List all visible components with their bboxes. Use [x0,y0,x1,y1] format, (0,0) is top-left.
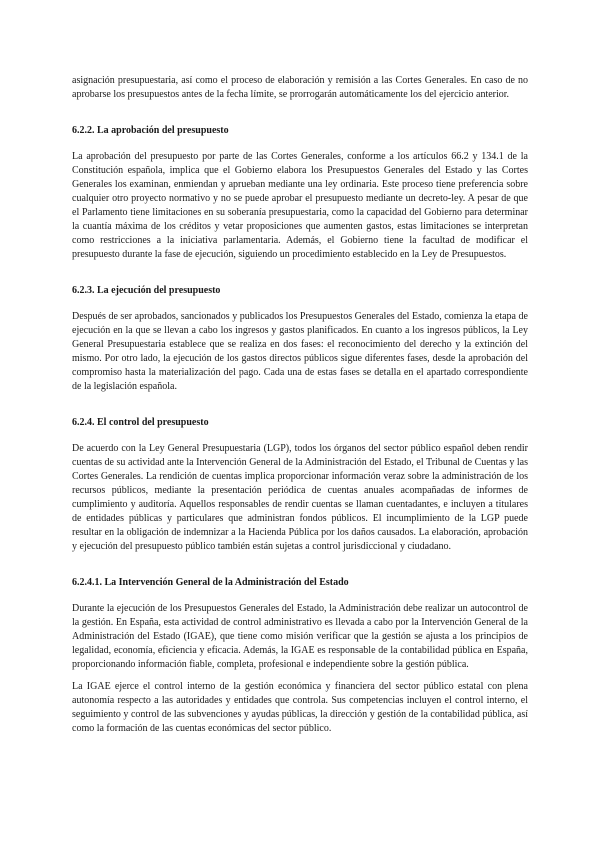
section-heading-igae: 6.2.4.1. La Intervención General de la Administración del Estado [72,577,349,588]
section-paragraph-control: De acuerdo con la Ley General Presupuestaria (LGP), todos los órganos del sector público español deben rendir cuentas de su actividad ante la Intervención General de la Administración del Estado, el Tribunal de Cuentas y las Cortes Generales. La rendición de cuentas implica proporcionar información veraz sobre la administración de los recursos públicos, mediante la presentación periódica de cuentas anuales acompañadas de informes de cumplimiento y auditoría. Aquellos responsables de rendir cuentas se llaman cuentadantes, e incluyen a titulares de entidades públicas y particulares que administran fondos públicos. El incumplimiento de la LGP puede resultar en la obligación de indemnizar a la Hacienda Pública por los daños causados. La elaboración, aprobación y ejecución del presupuesto público también están sujetas a control jurisdiccional y ciudadano. [72,443,528,552]
section-paragraph-igae-2: La IGAE ejerce el control interno de la gestión económica y financiera del sector público estatal con plena autonomía respecto a las autoridades y entidades que controla. Sus competencias incluyen el control interno, el seguimiento y control de las subvenciones y ayudas públicas, la dirección y gestión de la contabilidad pública, así como la formación de las cuentas económicas del sector público. [72,681,528,734]
section-paragraph-execution: Después de ser aprobados, sancionados y publicados los Presupuestos Generales del Estado, comienza la etapa de ejecución en la que se llevan a cabo los ingresos y gastos planificados. En cuanto a los ingresos públicos, la Ley General Presupuestaria establece que se realiza en dos fases: el reconocimiento del derecho y la extinción del mismo. Por otro lado, la ejecución de los gastos directos públicos sigue diferentes fases, desde la aprobación del compromiso hasta la materialización del pago. Cada una de estas fases se detalla en el apartado correspondiente de la legislación española. [72,311,528,392]
intro-paragraph: asignación presupuestaria, así como el proceso de elaboración y remisión a las Cortes Generales. En caso de no aprobarse los presupuestos antes de la fecha límite, se prorrogarán automáticamente los del ejercicio anterior. [72,75,528,100]
section-heading-execution: 6.2.3. La ejecución del presupuesto [72,285,221,296]
section-heading-approval: 6.2.2. La aprobación del presupuesto [72,125,229,136]
section-paragraph-igae-1: Durante la ejecución de los Presupuestos Generales del Estado, la Administración debe realizar un autocontrol de la gestión. En España, esta actividad de control administrativo es llevada a cabo por la Intervención General de la Administración del Estado (IGAE), que tiene como misión verificar que la gestión se ajusta a los principios de legalidad, economía, eficiencia y eficacia. Además, la IGAE es responsable de la contabilidad pública en España, proporcionando información fiable, completa, profesional e independiente sobre la gestión pública. [72,603,528,670]
section-heading-control: 6.2.4. El control del presupuesto [72,417,209,428]
section-paragraph-approval: La aprobación del presupuesto por parte de las Cortes Generales, conforme a los artículos 66.2 y 134.1 de la Constitución española, implica que el Gobierno elabora los Presupuestos Generales del Estado y las Cortes Generales los examinan, enmiendan y aprueban mediante una ley ordinaria. Este proceso tiene preferencia sobre cualquier otro proyecto normativo y no se puede aprobar el presupuesto mediante un decreto-ley. A pesar de que el Parlamento tiene limitaciones en su soberanía presupuestaria, como la capacidad del Gobierno para determinar la cuantía máxima de los créditos y vetar proposiciones que aumenten gastos, estas limitaciones se interpretan como restricciones a la iniciativa parlamentaria. Además, el Gobierno tiene la facultad de modificar el presupuesto durante la fase de ejecución, siguiendo un procedimiento establecido en la Ley de Presupuestos. [72,151,528,260]
